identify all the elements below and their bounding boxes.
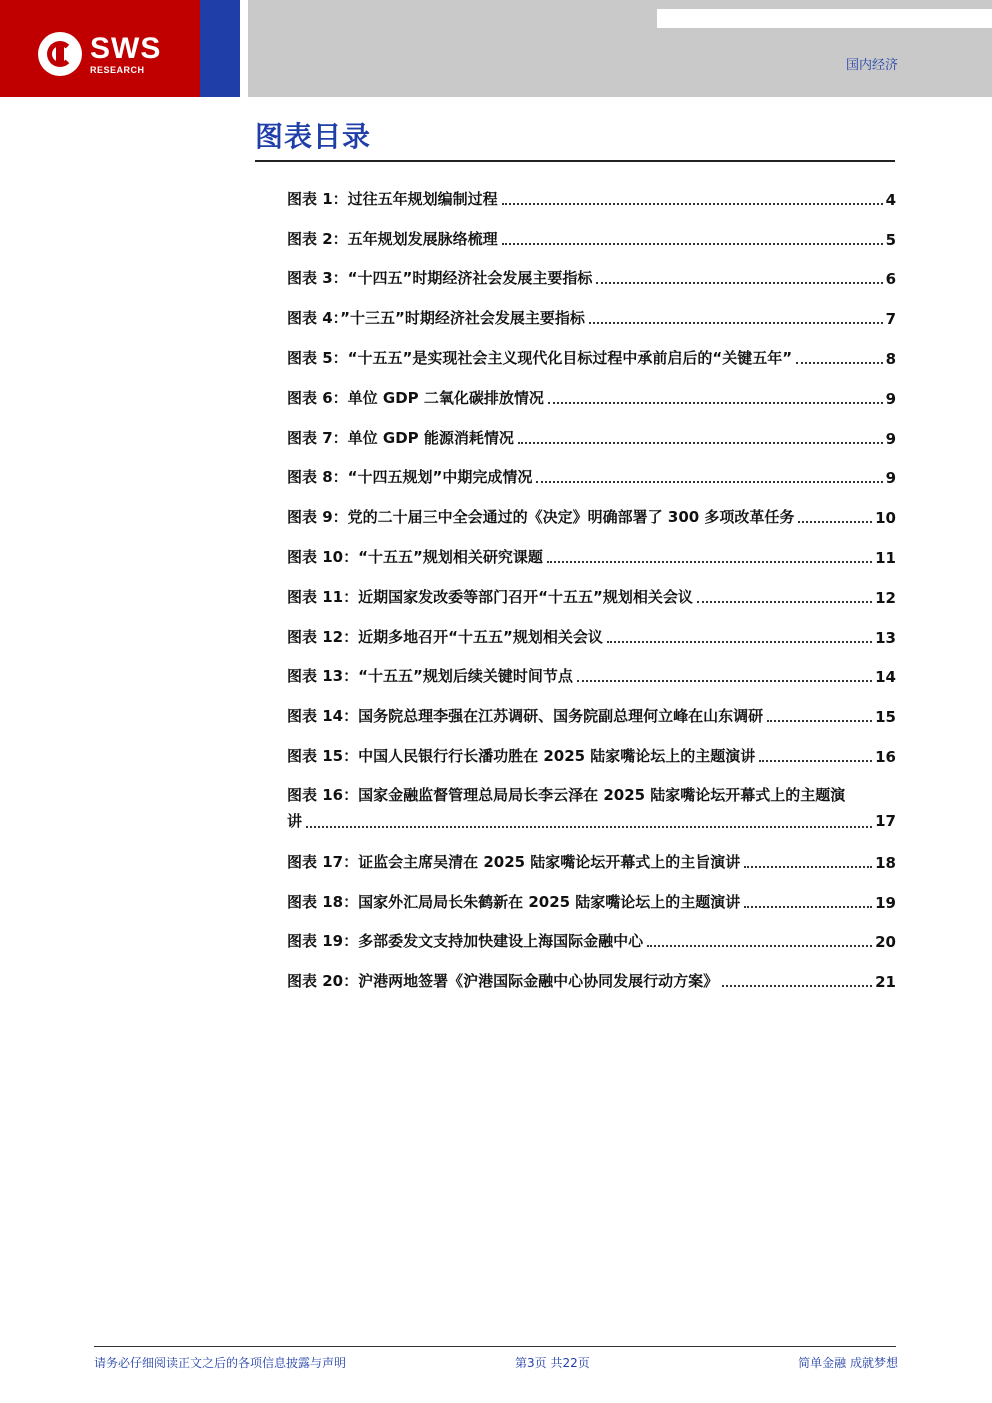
toc-label: 图表 11：近期国家发改委等部门召开“十五五”规划相关会议 (287, 587, 693, 606)
toc-entry-2[interactable] (287, 218, 896, 258)
toc-label: 图表 13：“十五五”规划后续关键时间节点 (287, 667, 573, 686)
toc-label: 图表 19：多部委发文支持加快建设上海国际金融中心 (287, 932, 644, 951)
toc-page-number: 4 (885, 190, 896, 209)
toc-leader (722, 985, 872, 987)
page-title: 图表目录 (255, 120, 372, 153)
footer-disclaimer: 请务必仔细阅读正文之后的各项信息披露与声明 (94, 1356, 347, 1370)
toc-entry-16[interactable] (287, 775, 896, 841)
toc-page-number: 21 (875, 973, 896, 992)
toc-page-number: 9 (885, 389, 896, 408)
toc-label: 图表 15：中国人民银行行长潘功胜在 2025 陆家嘴论坛上的主题演讲 (287, 746, 756, 765)
toc-leader (596, 282, 882, 284)
toc-page-number: 9 (885, 429, 896, 448)
toc-entry-6[interactable] (287, 377, 896, 417)
toc-entry-15[interactable] (287, 735, 896, 775)
toc-entry-13[interactable] (287, 656, 896, 696)
toc-leader (518, 442, 883, 444)
toc-label: 图表 14：国务院总理李强在江苏调研、国务院副总理何立峰在山东调研 (287, 707, 764, 726)
toc-label: 图表 16：国家金融监督管理总局局长李云泽在 2025 陆家嘴论坛开幕式上的主题演 (287, 785, 846, 804)
toc-page-number: 20 (875, 933, 896, 952)
toc-page-number: 18 (875, 853, 896, 872)
toc-label: 图表 2：五年规划发展脉络梳理 (287, 229, 498, 248)
toc-page-number: 12 (875, 588, 896, 607)
toc-entry-5[interactable] (287, 337, 896, 377)
title-divider (255, 160, 895, 162)
toc-entry-14[interactable] (287, 695, 896, 735)
toc-page-number: 14 (875, 668, 896, 687)
toc-leader (547, 561, 872, 563)
toc-leader (502, 203, 883, 205)
toc-page-number: 6 (885, 270, 896, 289)
toc-page-number: 5 (885, 230, 896, 249)
toc-page-number: 11 (875, 548, 896, 567)
toc-leader (589, 322, 883, 324)
toc-entry-19[interactable] (287, 921, 896, 961)
toc-entry-10[interactable] (287, 536, 896, 576)
header-brand-block (0, 0, 200, 97)
toc-label: 图表 6：单位 GDP 二氧化碳排放情况 (287, 388, 544, 407)
toc-page-number: 17 (875, 811, 896, 830)
sws-logo (32, 28, 172, 80)
toc-leader (536, 481, 882, 483)
toc-entry-8[interactable] (287, 457, 896, 497)
toc-entry-17[interactable] (287, 841, 896, 881)
toc-leader (798, 521, 872, 523)
toc-label-continued: 讲 (287, 811, 303, 830)
toc-leader (744, 866, 872, 868)
toc-leader (607, 641, 872, 643)
toc-label: 图表 17：证监会主席吴清在 2025 陆家嘴论坛开幕式上的主旨演讲 (287, 852, 741, 871)
toc-page-number: 8 (885, 349, 896, 368)
toc-label: 图表 9：党的二十届三中全会通过的《决定》明确部署了 300 多项改革任务 (287, 508, 795, 527)
toc-page-number: 9 (885, 469, 896, 488)
logo-subtext: RESEARCH (90, 65, 145, 75)
figure-list (287, 178, 896, 1000)
footer-slogan: 简单金融 成就梦想 (798, 1356, 898, 1370)
toc-label: 图表 8：“十四五规划”中期完成情况 (287, 468, 533, 487)
toc-label: 图表 20：沪港两地签署《沪港国际金融中心协同发展行动方案》 (287, 972, 719, 991)
toc-entry-12[interactable] (287, 616, 896, 656)
footer-page-info: 第3页 共22页 (515, 1356, 590, 1370)
header-accent-bar (200, 0, 240, 97)
toc-page-number: 15 (875, 708, 896, 727)
sws-logo-icon (38, 32, 82, 76)
toc-page-number: 13 (875, 628, 896, 647)
toc-entry-7[interactable] (287, 417, 896, 457)
toc-leader (306, 826, 872, 828)
toc-entry-9[interactable] (287, 496, 896, 536)
toc-label: 图表 7：单位 GDP 能源消耗情况 (287, 428, 514, 447)
toc-leader (502, 243, 883, 245)
toc-label: 图表 1：过往五年规划编制过程 (287, 189, 498, 208)
toc-leader (548, 402, 883, 404)
toc-leader (744, 906, 872, 908)
toc-leader (796, 362, 882, 364)
toc-label: 图表 4：”十三五”时期经济社会发展主要指标 (287, 309, 585, 328)
toc-entry-20[interactable] (287, 960, 896, 1000)
toc-label: 图表 10：“十五五”规划相关研究课题 (287, 547, 543, 566)
toc-leader (577, 680, 872, 682)
section-label: 国内经济 (845, 58, 898, 73)
toc-leader (697, 601, 872, 603)
toc-entry-3[interactable] (287, 258, 896, 298)
toc-entry-1[interactable] (287, 178, 896, 218)
toc-label-continued-row (287, 810, 896, 832)
toc-page-number: 10 (875, 509, 896, 528)
toc-label: 图表 18：国家外汇局局长朱鹤新在 2025 陆家嘴论坛上的主题演讲 (287, 892, 741, 911)
toc-leader (759, 760, 872, 762)
toc-label: 图表 5：“十五五”是实现社会主义现代化目标过程中承前启后的“关键五年” (287, 348, 793, 367)
toc-entry-18[interactable] (287, 881, 896, 921)
toc-entry-11[interactable] (287, 576, 896, 616)
toc-label: 图表 12：近期多地召开“十五五”规划相关会议 (287, 627, 603, 646)
logo-text: SWS (90, 32, 162, 65)
footer-divider (94, 1346, 896, 1347)
toc-leader (647, 945, 872, 947)
toc-leader (767, 720, 872, 722)
toc-page-number: 7 (885, 310, 896, 329)
toc-label: 图表 3：“十四五”时期经济社会发展主要指标 (287, 269, 593, 288)
toc-page-number: 16 (875, 747, 896, 766)
header-white-strip (657, 9, 992, 28)
toc-page-number: 19 (875, 893, 896, 912)
toc-entry-4[interactable] (287, 297, 896, 337)
